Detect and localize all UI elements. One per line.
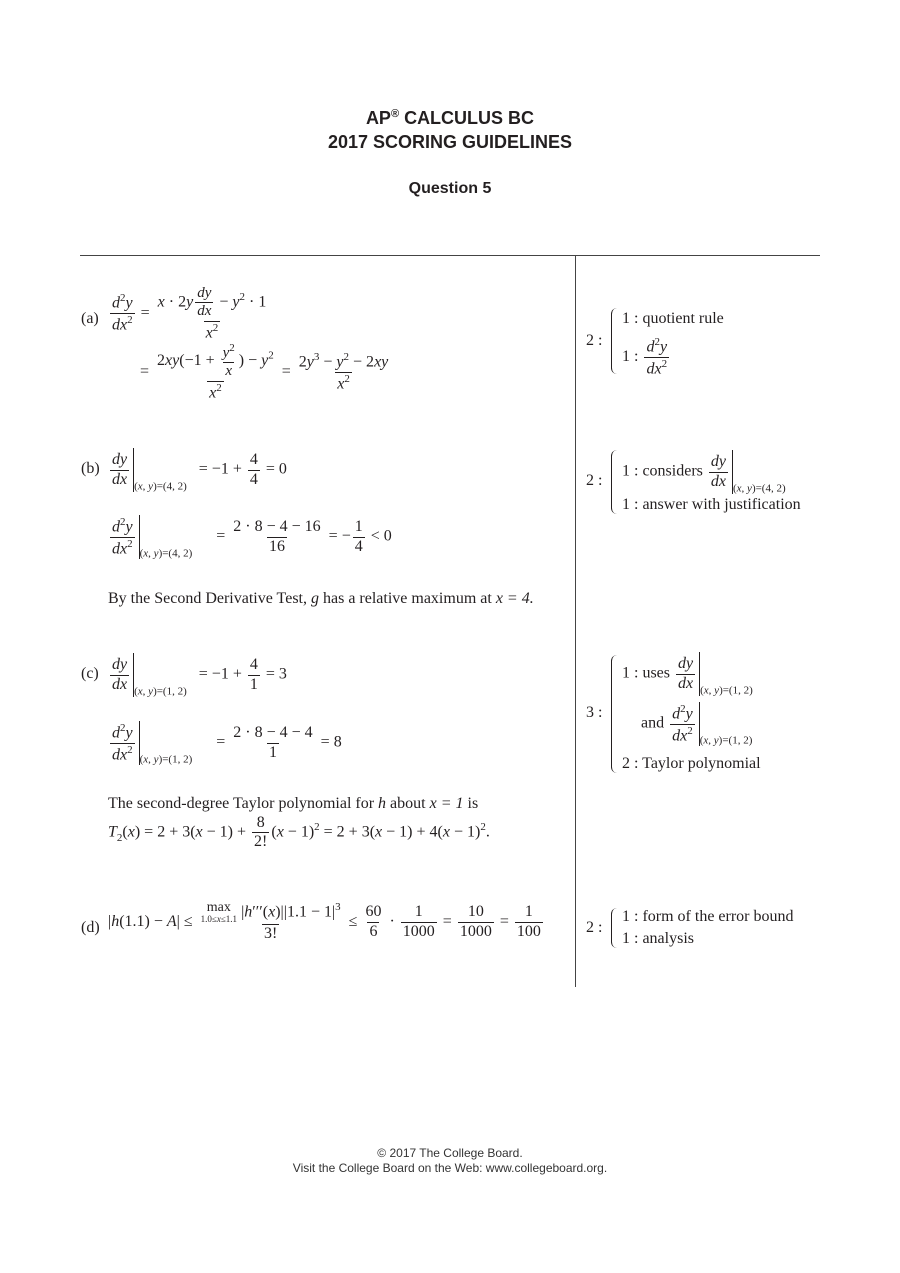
part-d-criterion-1: 1 : form of the error bound: [622, 908, 794, 925]
part-b-label: (b): [81, 460, 100, 477]
part-c-criterion-1: 1 : uses $\frac{dy}{dx}$ $_{(x, y)=(1, 2)}$: [622, 652, 753, 697]
part-b-criterion-2: 1 : answer with justification: [622, 496, 801, 513]
part-c-step1: $\frac{dy}{dx}$ $_{(x, y)=(1, 2)}$ = −1 + $\frac{4}{1}$ = 3: [108, 653, 287, 698]
part-b-brace: [611, 450, 619, 514]
part-d-points: 2 :: [586, 919, 603, 936]
part-b-conclusion: By the Second Derivative Test, g has a relative maximum at x = 4.: [108, 590, 534, 607]
part-b-points: 2 :: [586, 472, 603, 489]
part-b-step1: $\frac{dy}{dx}$ $_{(x, y)=(4, 2)}$ = −1 + $\frac{4}{4}$ = 0: [108, 448, 287, 493]
part-a-points: 2 :: [586, 332, 603, 349]
part-c-criterion-1b-label: and: [641, 714, 669, 732]
column-divider: [575, 255, 576, 987]
part-c-brace: [611, 655, 619, 773]
part-d-label: (d): [81, 919, 100, 936]
part-a-criterion-2-label: 1 :: [622, 347, 643, 365]
part-d-brace: [611, 908, 619, 948]
footer-copyright: © 2017 The College Board.: [377, 1146, 523, 1160]
footer-website: Visit the College Board on the Web: www.collegeboard.org.: [292, 1161, 608, 1175]
part-c-criterion-1b: and $\frac{d^2y}{dx^2}$ $_{(x, y)=(1, 2)}$: [641, 702, 753, 747]
part-a-step1: $\frac{d^2y}{dx^2}$ = x · 2y $\frac{dy}{dx}$ − $y^2 \cdot 1$ $x^2$: [112, 285, 267, 341]
question-number: Question 5: [408, 180, 492, 197]
part-c-label: (c): [81, 665, 99, 682]
page-title: AP® CALCULUS BC: [365, 108, 535, 128]
part-b-step2: $\frac{d^2y}{dx^2}$ $_{(x, y)=(4, 2)}$ = $\frac{2 \cdot 8 - 4 - 16}{16}$ = − $\frac{1}{4}$ < 0: [112, 515, 392, 560]
part-a-step2: = 2xy(−1 + $\frac{y^2}{x}$ ) − $y^2$ $x^2$ = $\frac{2y^3 - y^2 - 2xy}{x^2}$: [140, 342, 389, 401]
part-c-criterion-1-label: 1 : uses: [622, 664, 674, 682]
part-c-criterion-2: 2 : Taylor polynomial: [622, 755, 761, 772]
part-c-step2: $\frac{d^2y}{dx^2}$ $_{(x, y)=(1, 2)}$ = $\frac{2 \cdot 8 - 4 - 4}{1}$ = 8: [112, 721, 342, 766]
part-a-criterion-1: 1 : quotient rule: [622, 310, 724, 327]
header-divider: [80, 255, 820, 256]
part-c-points: 3 :: [586, 704, 603, 721]
part-c-taylor-intro: The second-degree Taylor polynomial for h about x = 1 is: [108, 795, 479, 812]
part-d-criterion-2: 1 : analysis: [622, 930, 694, 947]
part-b-criterion-1: 1 : considers $\frac{dy}{dx}$ $_{(x, y)=(4, 2)}$: [622, 450, 786, 495]
part-a-criterion-2: 1 : $\frac{d^2y}{dx^2}$: [622, 336, 668, 378]
part-b-criterion-1-label: 1 : considers: [622, 462, 707, 480]
part-a-label: (a): [81, 310, 99, 327]
part-c-taylor-polynomial: $T_2(x) = 2 + 3(x - 1)$ + $\frac{8}{2!}$ $(x - 1)^2 = 2 + 3(x - 1) + 4(x - 1)^2$.: [108, 814, 490, 851]
part-d-error-bound: |h(1.1) − A| ≤ max 1.0≤x≤1.1 $|h'''(x)||1.1 - 1|^3$ 3! ≤ $\frac{60}{6}$ · $\frac{1}{1000}$ = $\frac{10}{1000}$ = $\frac{1}{100}$: [108, 900, 541, 943]
part-a-brace: [611, 308, 619, 374]
page-subtitle: 2017 SCORING GUIDELINES: [327, 132, 573, 152]
